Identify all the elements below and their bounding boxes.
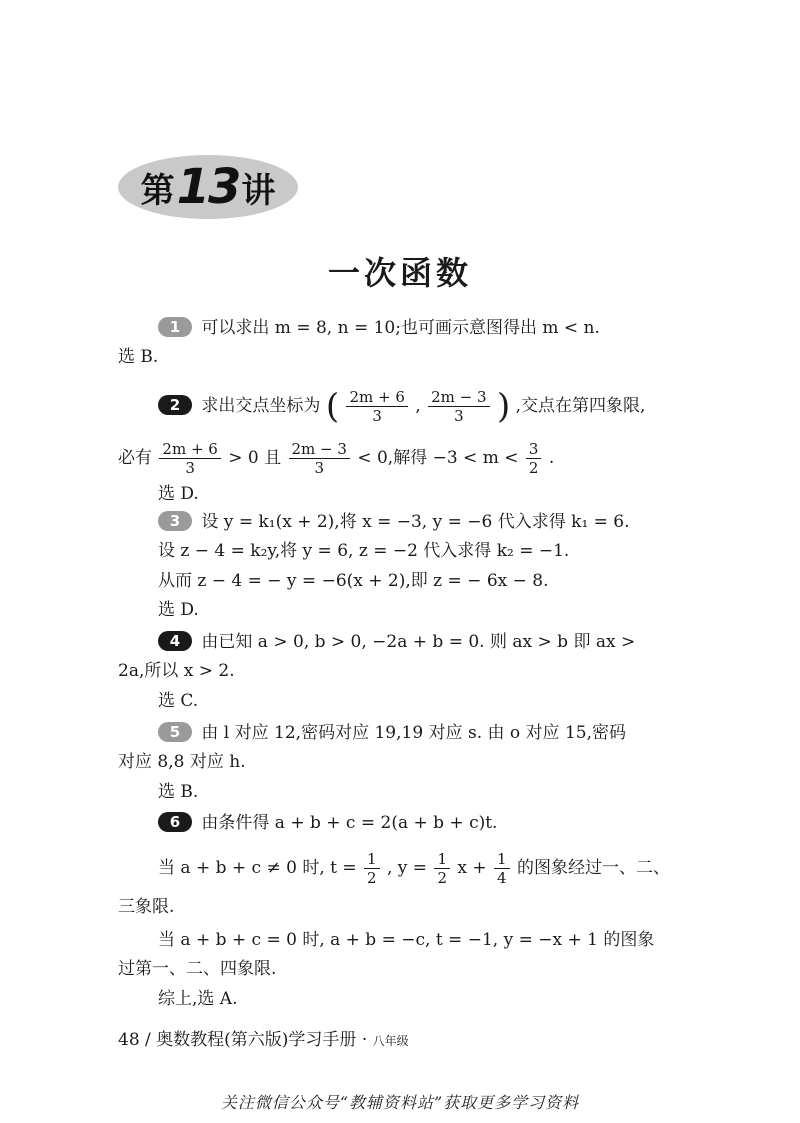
fraction-denominator: 2 (437, 869, 447, 887)
comma: , (415, 396, 421, 416)
q6-line2-mid1: , y = (386, 858, 428, 878)
lecture-badge (118, 155, 298, 219)
fraction-denominator: 3 (454, 407, 464, 425)
fraction-numerator: 2m − 3 (289, 440, 350, 459)
q4-text: 由已知 a > 0, b > 0, −2a + b = 0. 则 ax > b 即 ax > (201, 632, 636, 652)
q2-line-2 (118, 440, 554, 477)
badge-number: 13 (176, 159, 240, 215)
fraction-denominator: 3 (314, 459, 324, 477)
q4-answer: 选 C. (158, 691, 199, 711)
fraction-numerator: 3 (526, 440, 542, 459)
fraction-numerator: 2m + 6 (159, 440, 220, 459)
q6-fraction-3 (494, 850, 510, 887)
fraction-numerator: 2m + 6 (346, 388, 407, 407)
q2-line2-post: . (548, 448, 555, 468)
q6-line-1 (158, 811, 497, 835)
q6-line2-pre: 当 a + b + c ≠ 0 时, t = (158, 858, 357, 878)
q6-number-badge: 6 (158, 812, 192, 832)
left-paren: ( (325, 386, 340, 427)
q6-line-4: 当 a + b + c = 0 时, a + b = −c, t = −1, y = −x + 1 的图象 (158, 930, 655, 950)
right-paren: ) (496, 386, 511, 427)
watermark: 关注微信公众号“教辅资料站”获取更多学习资料 (220, 1093, 580, 1112)
q2-text-pre: 求出交点坐标为 (201, 396, 321, 416)
q5-answer: 选 B. (158, 782, 199, 802)
page-footer (118, 1025, 409, 1050)
q2-answer: 选 D. (158, 484, 199, 504)
q2-number-badge: 2 (158, 395, 192, 415)
q5-line-1 (158, 721, 626, 745)
q2-text-post: ,交点在第四象限, (515, 396, 646, 416)
fraction-numerator: 2m − 3 (428, 388, 489, 407)
q6-fraction-2 (434, 850, 450, 887)
q2-fraction-5 (526, 440, 542, 477)
q3-text: 设 y = k₁(x + 2),将 x = −3, y = −6 代入求得 k₁ = 6. (201, 512, 630, 532)
q1-number-badge: 1 (158, 317, 192, 337)
q3-line-1 (158, 510, 630, 534)
q5-line-2: 对应 8,8 对应 h. (118, 752, 246, 772)
q1-text: 可以求出 m = 8, n = 10;也可画示意图得出 m < n. (201, 318, 600, 338)
fraction-numerator: 1 (494, 850, 510, 869)
q4-number-badge: 4 (158, 631, 192, 651)
q6-fraction-1 (364, 850, 380, 887)
q1-line-1 (158, 316, 600, 340)
q3-line-2: 设 z − 4 = k₂y,将 y = 6, z = −2 代入求得 k₂ = −1. (158, 541, 570, 561)
q6-text: 由条件得 a + b + c = 2(a + b + c)t. (201, 813, 498, 833)
q2-line2-mid2: < 0,解得 −3 < m < (357, 448, 519, 468)
fraction-denominator: 2 (528, 459, 539, 477)
q6-conclusion: 综上,选 A. (158, 989, 238, 1009)
fraction-numerator: 1 (364, 850, 380, 869)
badge-prefix: 第 (140, 170, 175, 211)
fraction-denominator: 3 (185, 459, 195, 477)
footer-grade: 八年级 (372, 1034, 409, 1048)
q3-answer: 选 D. (158, 600, 199, 620)
fraction-denominator: 4 (497, 869, 507, 887)
q2-fraction-4 (289, 440, 350, 477)
q5-text: 由 l 对应 12,密码对应 19,19 对应 s. 由 o 对应 15,密码 (201, 723, 626, 743)
q1-answer: 选 B. (118, 347, 159, 367)
fraction-numerator: 1 (434, 850, 450, 869)
q2-fraction-3 (159, 440, 220, 477)
q2-fraction-1 (346, 388, 407, 425)
q6-line2-mid2: x + (457, 858, 487, 878)
q2-line-1 (158, 388, 645, 425)
q2-line2-pre: 必有 (118, 448, 152, 468)
q4-line-1 (158, 630, 635, 654)
q2-fraction-2 (428, 388, 489, 425)
q2-line2-mid1: > 0 且 (228, 448, 282, 468)
badge-suffix: 讲 (241, 170, 276, 211)
q6-line-3: 三象限. (118, 897, 175, 917)
q5-number-badge: 5 (158, 722, 192, 742)
q3-line-3: 从而 z − 4 = − y = −6(x + 2),即 z = − 6x − 8. (158, 571, 549, 591)
q6-line-5: 过第一、二、四象限. (118, 959, 277, 979)
q6-line-2 (158, 850, 670, 887)
footer-main: 48 / 奥数教程(第六版)学习手册 · (118, 1030, 368, 1050)
page-title: 一次函数 (327, 254, 472, 292)
fraction-denominator: 2 (367, 869, 377, 887)
q4-line-2: 2a,所以 x > 2. (118, 661, 235, 681)
q3-number-badge: 3 (158, 511, 192, 531)
fraction-denominator: 3 (372, 407, 382, 425)
q6-line2-post: 的图象经过一、二、 (517, 858, 670, 878)
